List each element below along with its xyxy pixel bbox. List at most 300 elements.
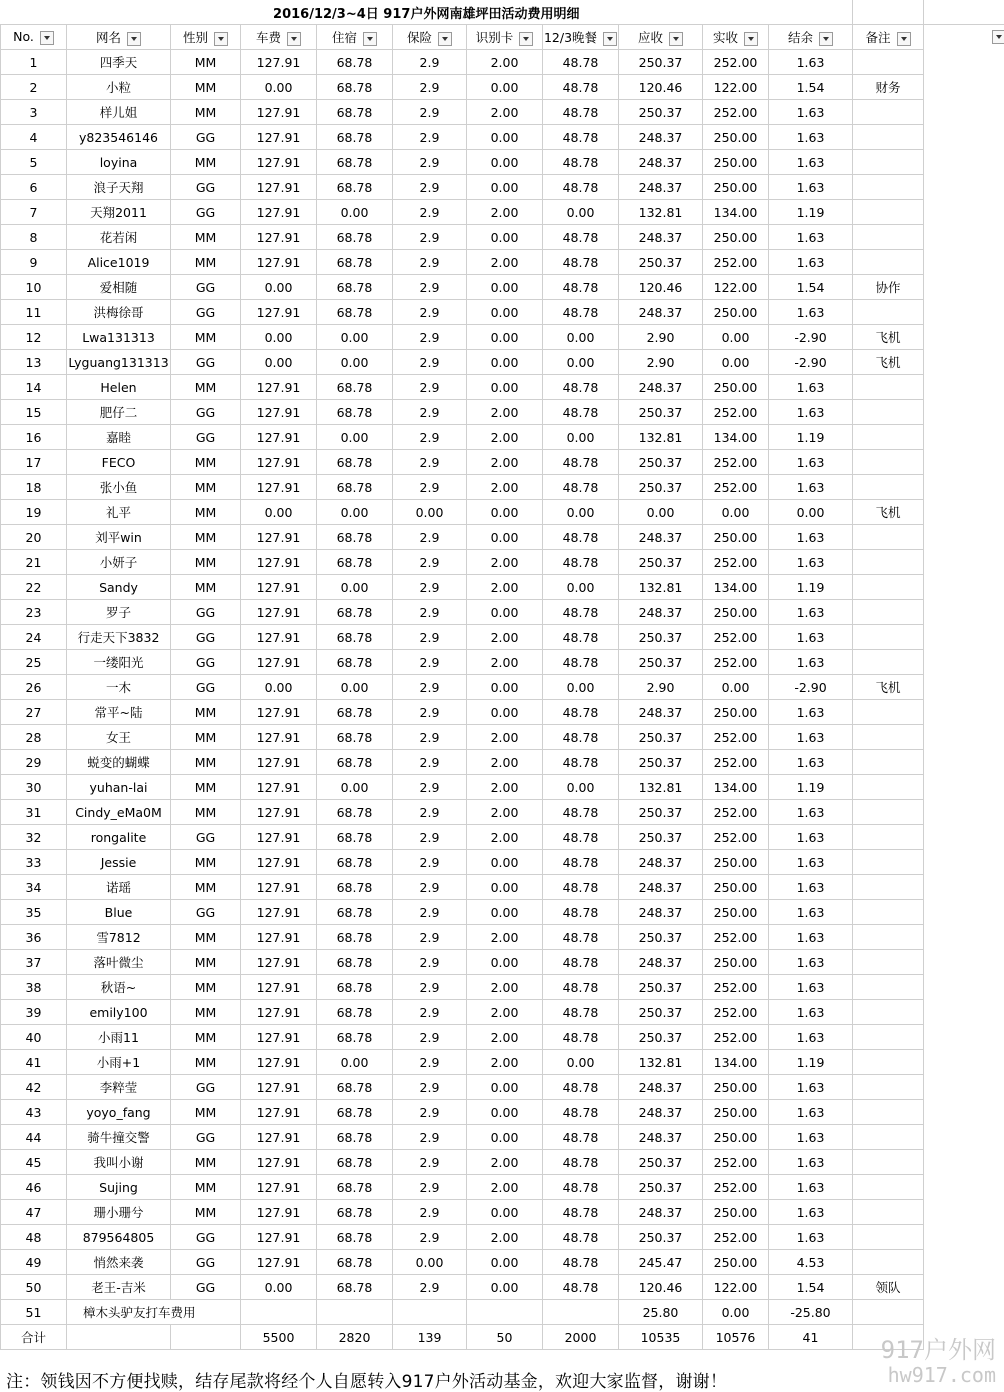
cell-remark[interactable] [853,725,924,750]
cell-dinner[interactable]: 48.78 [543,275,619,300]
cell-receivable[interactable]: 250.37 [619,975,703,1000]
cell-lodging[interactable]: 68.78 [317,725,393,750]
cell-car[interactable]: 127.91 [241,400,317,425]
cell-no[interactable]: 26 [1,675,67,700]
cell-insurance[interactable]: 2.9 [393,400,467,425]
cell-receivable[interactable]: 250.37 [619,925,703,950]
cell-lodging[interactable]: 0.00 [317,425,393,450]
cell-name[interactable]: 小雨11 [67,1025,171,1050]
cell-insurance[interactable]: 2.9 [393,450,467,475]
cell-receivable[interactable]: 120.46 [619,275,703,300]
cell-balance[interactable]: 1.54 [769,75,853,100]
cell-lodging[interactable]: 0.00 [317,675,393,700]
cell-balance[interactable]: 4.53 [769,1250,853,1275]
cell-name[interactable]: Alice1019 [67,250,171,275]
cell-remark[interactable] [853,925,924,950]
cell-lodging[interactable]: 68.78 [317,1175,393,1200]
cell-lodging[interactable]: 68.78 [317,375,393,400]
cell-lodging[interactable]: 68.78 [317,975,393,1000]
cell-balance[interactable]: 1.63 [769,925,853,950]
cell-received[interactable]: 0.00 [703,675,769,700]
cell-received[interactable]: 252.00 [703,1025,769,1050]
cell-gender[interactable]: MM [171,250,241,275]
cell-remark[interactable] [853,150,924,175]
cell-name[interactable]: 小雨+1 [67,1050,171,1075]
cell-remark[interactable] [853,825,924,850]
cell-insurance[interactable]: 2.9 [393,1075,467,1100]
cell-dinner[interactable]: 48.78 [543,925,619,950]
cell-gender[interactable]: GG [171,1075,241,1100]
cell-gender[interactable]: MM [171,1175,241,1200]
cell-insurance[interactable]: 2.9 [393,1275,467,1300]
cell-balance[interactable]: 1.19 [769,575,853,600]
cell-insurance[interactable]: 2.9 [393,625,467,650]
cell-idcard[interactable]: 2.00 [467,475,543,500]
cell-received[interactable]: 252.00 [703,650,769,675]
cell-insurance[interactable]: 2.9 [393,900,467,925]
cell-received[interactable]: 250.00 [703,900,769,925]
cell-gender[interactable]: GG [171,275,241,300]
cell-car[interactable]: 127.91 [241,250,317,275]
cell-balance[interactable]: 0.00 [769,500,853,525]
cell-balance[interactable]: 1.19 [769,1050,853,1075]
cell-receivable[interactable]: 250.37 [619,1175,703,1200]
cell-idcard[interactable]: 2.00 [467,50,543,75]
cell-no[interactable]: 50 [1,1275,67,1300]
cell-balance[interactable]: -2.90 [769,350,853,375]
cell-car[interactable]: 0.00 [241,500,317,525]
cell-remark[interactable] [853,1025,924,1050]
cell-gender[interactable]: GG [171,400,241,425]
cell-receivable[interactable]: 250.37 [619,1150,703,1175]
cell-gender[interactable]: MM [171,50,241,75]
cell-no[interactable]: 48 [1,1225,67,1250]
cell-lodging[interactable]: 68.78 [317,1000,393,1025]
cell-receivable[interactable]: 250.37 [619,1225,703,1250]
cell-remark[interactable]: 飞机 [853,500,924,525]
cell-lodging[interactable]: 68.78 [317,450,393,475]
cell-no[interactable]: 17 [1,450,67,475]
cell-balance[interactable]: 1.63 [769,150,853,175]
cell-remark[interactable] [853,850,924,875]
cell-car[interactable]: 127.91 [241,700,317,725]
cell-gender[interactable]: MM [171,525,241,550]
cell-receivable[interactable]: 248.37 [619,700,703,725]
cell-car[interactable]: 127.91 [241,150,317,175]
cell-receivable[interactable]: 120.46 [619,1275,703,1300]
cell-lodging[interactable]: 0.00 [317,350,393,375]
cell-gender[interactable]: GG [171,1125,241,1150]
cell-received[interactable]: 252.00 [703,1175,769,1200]
cell-received[interactable]: 252.00 [703,400,769,425]
cell-dinner[interactable]: 48.78 [543,975,619,1000]
cell-name[interactable]: 女王 [67,725,171,750]
cell-receivable[interactable]: 248.37 [619,1200,703,1225]
cell-received[interactable]: 0.00 [703,325,769,350]
cell-no[interactable]: 44 [1,1125,67,1150]
cell-lodging[interactable]: 68.78 [317,750,393,775]
cell-lodging[interactable]: 68.78 [317,1150,393,1175]
cell-received[interactable]: 0.00 [703,1300,769,1325]
cell-idcard[interactable]: 0.00 [467,350,543,375]
cell-gender[interactable]: GG [171,300,241,325]
cell-idcard[interactable]: 2.00 [467,800,543,825]
cell-balance[interactable]: 1.63 [769,850,853,875]
cell-name[interactable] [67,1325,171,1350]
filter-dropdown-icon[interactable] [992,30,1004,44]
cell-name[interactable]: Lwa131313 [67,325,171,350]
cell-dinner[interactable]: 48.78 [543,225,619,250]
cell-dinner[interactable]: 0.00 [543,575,619,600]
filter-dropdown-icon[interactable] [438,32,452,46]
cell-name[interactable]: 樟木头驴友打车费用 [67,1300,241,1325]
cell-car[interactable]: 127.91 [241,200,317,225]
cell-balance[interactable]: 1.63 [769,975,853,1000]
cell-dinner[interactable]: 48.78 [543,650,619,675]
cell-name[interactable]: Jessie [67,850,171,875]
cell-received[interactable]: 250.00 [703,375,769,400]
cell-receivable[interactable]: 250.37 [619,450,703,475]
cell-dinner[interactable]: 0.00 [543,775,619,800]
cell-gender[interactable]: MM [171,1050,241,1075]
cell-insurance[interactable]: 2.9 [393,875,467,900]
cell-dinner[interactable]: 48.78 [543,1250,619,1275]
cell-idcard[interactable]: 2.00 [467,250,543,275]
cell-gender[interactable]: GG [171,600,241,625]
cell-name[interactable]: 花若闲 [67,225,171,250]
total-lodging[interactable]: 2820 [317,1325,393,1350]
cell-remark[interactable] [853,525,924,550]
cell-name[interactable]: 嘉睦 [67,425,171,450]
cell-received[interactable]: 252.00 [703,800,769,825]
cell-lodging[interactable]: 68.78 [317,700,393,725]
cell-no[interactable]: 18 [1,475,67,500]
cell-receivable[interactable]: 250.37 [619,825,703,850]
cell-remark[interactable] [853,700,924,725]
cell-balance[interactable]: 1.63 [769,1200,853,1225]
cell-no[interactable]: 45 [1,1150,67,1175]
cell-gender[interactable]: MM [171,100,241,125]
cell-no[interactable]: 15 [1,400,67,425]
total-receivable[interactable]: 10535 [619,1325,703,1350]
cell-idcard[interactable]: 0.00 [467,600,543,625]
cell-dinner[interactable]: 48.78 [543,1100,619,1125]
cell-no[interactable]: 29 [1,750,67,775]
cell-received[interactable]: 134.00 [703,425,769,450]
cell-name[interactable]: 小妍子 [67,550,171,575]
cell-balance[interactable]: 1.63 [769,125,853,150]
cell-name[interactable]: 老王-吉米 [67,1275,171,1300]
cell-car[interactable]: 127.91 [241,875,317,900]
cell-dinner[interactable]: 0.00 [543,200,619,225]
cell-balance[interactable]: 1.63 [769,1100,853,1125]
cell-balance[interactable]: 1.63 [769,1150,853,1175]
cell-gender[interactable]: MM [171,950,241,975]
cell-gender[interactable]: MM [171,375,241,400]
cell-received[interactable]: 134.00 [703,775,769,800]
cell-received[interactable]: 252.00 [703,825,769,850]
cell-no[interactable]: 19 [1,500,67,525]
cell-gender[interactable]: MM [171,1000,241,1025]
cell-insurance[interactable] [393,1300,467,1325]
cell-no[interactable]: 30 [1,775,67,800]
cell-balance[interactable]: 1.63 [769,700,853,725]
cell-insurance[interactable]: 2.9 [393,100,467,125]
cell-received[interactable]: 250.00 [703,225,769,250]
cell-gender[interactable]: GG [171,350,241,375]
cell-received[interactable]: 250.00 [703,125,769,150]
total-car[interactable]: 5500 [241,1325,317,1350]
cell-car[interactable]: 127.91 [241,1150,317,1175]
cell-no[interactable]: 9 [1,250,67,275]
cell-idcard[interactable]: 2.00 [467,550,543,575]
cell-name[interactable]: yuhan-lai [67,775,171,800]
cell-no[interactable]: 33 [1,850,67,875]
cell-idcard[interactable]: 2.00 [467,100,543,125]
cell-name[interactable]: FECO [67,450,171,475]
cell-idcard[interactable]: 0.00 [467,225,543,250]
cell-received[interactable]: 122.00 [703,75,769,100]
cell-dinner[interactable]: 48.78 [543,400,619,425]
cell-receivable[interactable]: 25.80 [619,1300,703,1325]
cell-gender[interactable]: MM [171,325,241,350]
cell-lodging[interactable]: 68.78 [317,625,393,650]
cell-lodging[interactable]: 0.00 [317,500,393,525]
cell-idcard[interactable]: 0.00 [467,300,543,325]
cell-dinner[interactable]: 48.78 [543,600,619,625]
cell-balance[interactable]: 1.63 [769,50,853,75]
cell-car[interactable]: 127.91 [241,1025,317,1050]
cell-receivable[interactable]: 248.37 [619,300,703,325]
cell-insurance[interactable]: 0.00 [393,1250,467,1275]
cell-balance[interactable]: 1.63 [769,1125,853,1150]
cell-gender[interactable]: MM [171,550,241,575]
cell-balance[interactable]: 1.63 [769,525,853,550]
cell-gender[interactable] [171,1325,241,1350]
cell-balance[interactable]: 1.63 [769,725,853,750]
cell-idcard[interactable]: 0.00 [467,850,543,875]
cell-receivable[interactable]: 250.37 [619,625,703,650]
cell-idcard[interactable]: 0.00 [467,125,543,150]
cell-balance[interactable]: 1.63 [769,475,853,500]
cell-receivable[interactable]: 250.37 [619,725,703,750]
cell-balance[interactable]: -25.80 [769,1300,853,1325]
cell-gender[interactable]: MM [171,800,241,825]
cell-insurance[interactable]: 2.9 [393,575,467,600]
cell-car[interactable]: 127.91 [241,600,317,625]
cell-balance[interactable]: 1.63 [769,1175,853,1200]
cell-name[interactable]: 雪7812 [67,925,171,950]
cell-car[interactable]: 127.91 [241,1100,317,1125]
cell-remark[interactable] [853,400,924,425]
cell-received[interactable]: 250.00 [703,1125,769,1150]
cell-received[interactable]: 0.00 [703,500,769,525]
cell-received[interactable]: 250.00 [703,1075,769,1100]
cell-no[interactable]: 47 [1,1200,67,1225]
cell-name[interactable]: 一缕阳光 [67,650,171,675]
cell-balance[interactable]: 1.19 [769,425,853,450]
cell-receivable[interactable]: 250.37 [619,550,703,575]
cell-name[interactable]: 珊小珊兮 [67,1200,171,1225]
cell-received[interactable]: 250.00 [703,525,769,550]
cell-name[interactable]: emily100 [67,1000,171,1025]
cell-remark[interactable] [853,650,924,675]
cell-lodging[interactable]: 0.00 [317,575,393,600]
cell-receivable[interactable]: 0.00 [619,500,703,525]
cell-balance[interactable]: 1.63 [769,375,853,400]
cell-gender[interactable]: GG [171,650,241,675]
cell-dinner[interactable]: 48.78 [543,75,619,100]
cell-idcard[interactable]: 2.00 [467,750,543,775]
cell-gender[interactable]: MM [171,875,241,900]
cell-balance[interactable]: 1.63 [769,600,853,625]
cell-remark[interactable] [853,575,924,600]
cell-lodging[interactable]: 68.78 [317,825,393,850]
cell-name[interactable]: 行走天下3832 [67,625,171,650]
cell-car[interactable]: 127.91 [241,825,317,850]
total-idcard[interactable]: 50 [467,1325,543,1350]
cell-idcard[interactable]: 2.00 [467,425,543,450]
cell-insurance[interactable]: 2.9 [393,125,467,150]
cell-receivable[interactable]: 120.46 [619,75,703,100]
cell-insurance[interactable]: 2.9 [393,650,467,675]
total-insurance[interactable]: 139 [393,1325,467,1350]
cell-car[interactable]: 0.00 [241,75,317,100]
cell-gender[interactable]: MM [171,1100,241,1125]
cell-received[interactable]: 250.00 [703,1200,769,1225]
cell-receivable[interactable]: 132.81 [619,200,703,225]
cell-received[interactable]: 134.00 [703,200,769,225]
cell-insurance[interactable]: 2.9 [393,725,467,750]
cell-car[interactable]: 0.00 [241,350,317,375]
cell-remark[interactable] [853,875,924,900]
cell-idcard[interactable]: 2.00 [467,1050,543,1075]
cell-no[interactable]: 39 [1,1000,67,1025]
cell-balance[interactable]: 1.63 [769,825,853,850]
cell-gender[interactable]: MM [171,975,241,1000]
cell-no[interactable]: 16 [1,425,67,450]
cell-lodging[interactable]: 68.78 [317,1075,393,1100]
cell-dinner[interactable]: 0.00 [543,675,619,700]
cell-gender[interactable]: GG [171,425,241,450]
cell-name[interactable]: Sujing [67,1175,171,1200]
cell-gender[interactable]: MM [171,225,241,250]
cell-name[interactable]: 礼平 [67,500,171,525]
cell-received[interactable]: 252.00 [703,625,769,650]
cell-lodging[interactable]: 68.78 [317,1275,393,1300]
cell-gender[interactable]: MM [171,150,241,175]
cell-gender[interactable]: MM [171,450,241,475]
cell-idcard[interactable]: 2.00 [467,200,543,225]
cell-no[interactable]: 10 [1,275,67,300]
cell-received[interactable]: 250.00 [703,600,769,625]
cell-idcard[interactable]: 2.00 [467,400,543,425]
cell-lodging[interactable]: 68.78 [317,75,393,100]
filter-dropdown-icon[interactable] [214,32,228,46]
cell-name[interactable]: 天翔2011 [67,200,171,225]
cell-receivable[interactable]: 132.81 [619,1050,703,1075]
cell-insurance[interactable]: 2.9 [393,425,467,450]
cell-car[interactable]: 0.00 [241,275,317,300]
cell-name[interactable]: 一木 [67,675,171,700]
cell-gender[interactable]: GG [171,175,241,200]
cell-insurance[interactable]: 2.9 [393,175,467,200]
cell-dinner[interactable]: 48.78 [543,1125,619,1150]
cell-insurance[interactable]: 2.9 [393,950,467,975]
cell-idcard[interactable]: 0.00 [467,1275,543,1300]
cell-dinner[interactable]: 48.78 [543,750,619,775]
cell-dinner[interactable]: 0.00 [543,1050,619,1075]
cell-lodging[interactable]: 68.78 [317,800,393,825]
cell-idcard[interactable]: 0.00 [467,525,543,550]
cell-idcard[interactable]: 2.00 [467,1150,543,1175]
cell-dinner[interactable]: 48.78 [543,175,619,200]
cell-lodging[interactable]: 68.78 [317,525,393,550]
cell-balance[interactable]: 1.63 [769,250,853,275]
cell-insurance[interactable]: 2.9 [393,1175,467,1200]
cell-dinner[interactable]: 48.78 [543,700,619,725]
cell-gender[interactable]: GG [171,900,241,925]
cell-no[interactable]: 49 [1,1250,67,1275]
cell-received[interactable]: 252.00 [703,1150,769,1175]
total-balance[interactable]: 41 [769,1325,853,1350]
cell-car[interactable]: 127.91 [241,175,317,200]
cell-lodging[interactable]: 68.78 [317,400,393,425]
cell-remark[interactable] [853,225,924,250]
cell-idcard[interactable]: 0.00 [467,500,543,525]
cell-lodging[interactable]: 68.78 [317,475,393,500]
cell-dinner[interactable] [543,1300,619,1325]
cell-remark[interactable] [853,1075,924,1100]
cell-remark[interactable] [853,475,924,500]
cell-gender[interactable]: MM [171,75,241,100]
cell-no[interactable]: 40 [1,1025,67,1050]
cell-idcard[interactable]: 2.00 [467,1000,543,1025]
filter-dropdown-icon[interactable] [363,32,377,46]
cell-dinner[interactable]: 48.78 [543,1225,619,1250]
cell-name[interactable]: Sandy [67,575,171,600]
cell-car[interactable]: 127.91 [241,1050,317,1075]
cell-name[interactable]: Helen [67,375,171,400]
cell-name[interactable]: 诺瑶 [67,875,171,900]
cell-no[interactable]: 6 [1,175,67,200]
cell-receivable[interactable]: 250.37 [619,50,703,75]
cell-idcard[interactable]: 0.00 [467,375,543,400]
cell-name[interactable]: Lyguang131313 [67,350,171,375]
cell-dinner[interactable]: 48.78 [543,150,619,175]
cell-car[interactable]: 127.91 [241,1075,317,1100]
cell-lodging[interactable]: 68.78 [317,175,393,200]
cell-no[interactable]: 12 [1,325,67,350]
totals-label[interactable]: 合计 [1,1325,67,1350]
cell-car[interactable]: 127.91 [241,525,317,550]
cell-dinner[interactable]: 48.78 [543,450,619,475]
cell-gender[interactable]: MM [171,575,241,600]
filter-dropdown-icon[interactable] [603,32,617,46]
cell-receivable[interactable]: 248.37 [619,125,703,150]
cell-car[interactable]: 127.91 [241,800,317,825]
cell-insurance[interactable]: 2.9 [393,200,467,225]
cell-insurance[interactable]: 2.9 [393,750,467,775]
cell-dinner[interactable]: 48.78 [543,1200,619,1225]
cell-receivable[interactable]: 132.81 [619,425,703,450]
cell-gender[interactable]: MM [171,500,241,525]
cell-idcard[interactable]: 0.00 [467,275,543,300]
cell-idcard[interactable]: 0.00 [467,150,543,175]
cell-no[interactable]: 11 [1,300,67,325]
cell-lodging[interactable]: 68.78 [317,1125,393,1150]
cell-no[interactable]: 5 [1,150,67,175]
